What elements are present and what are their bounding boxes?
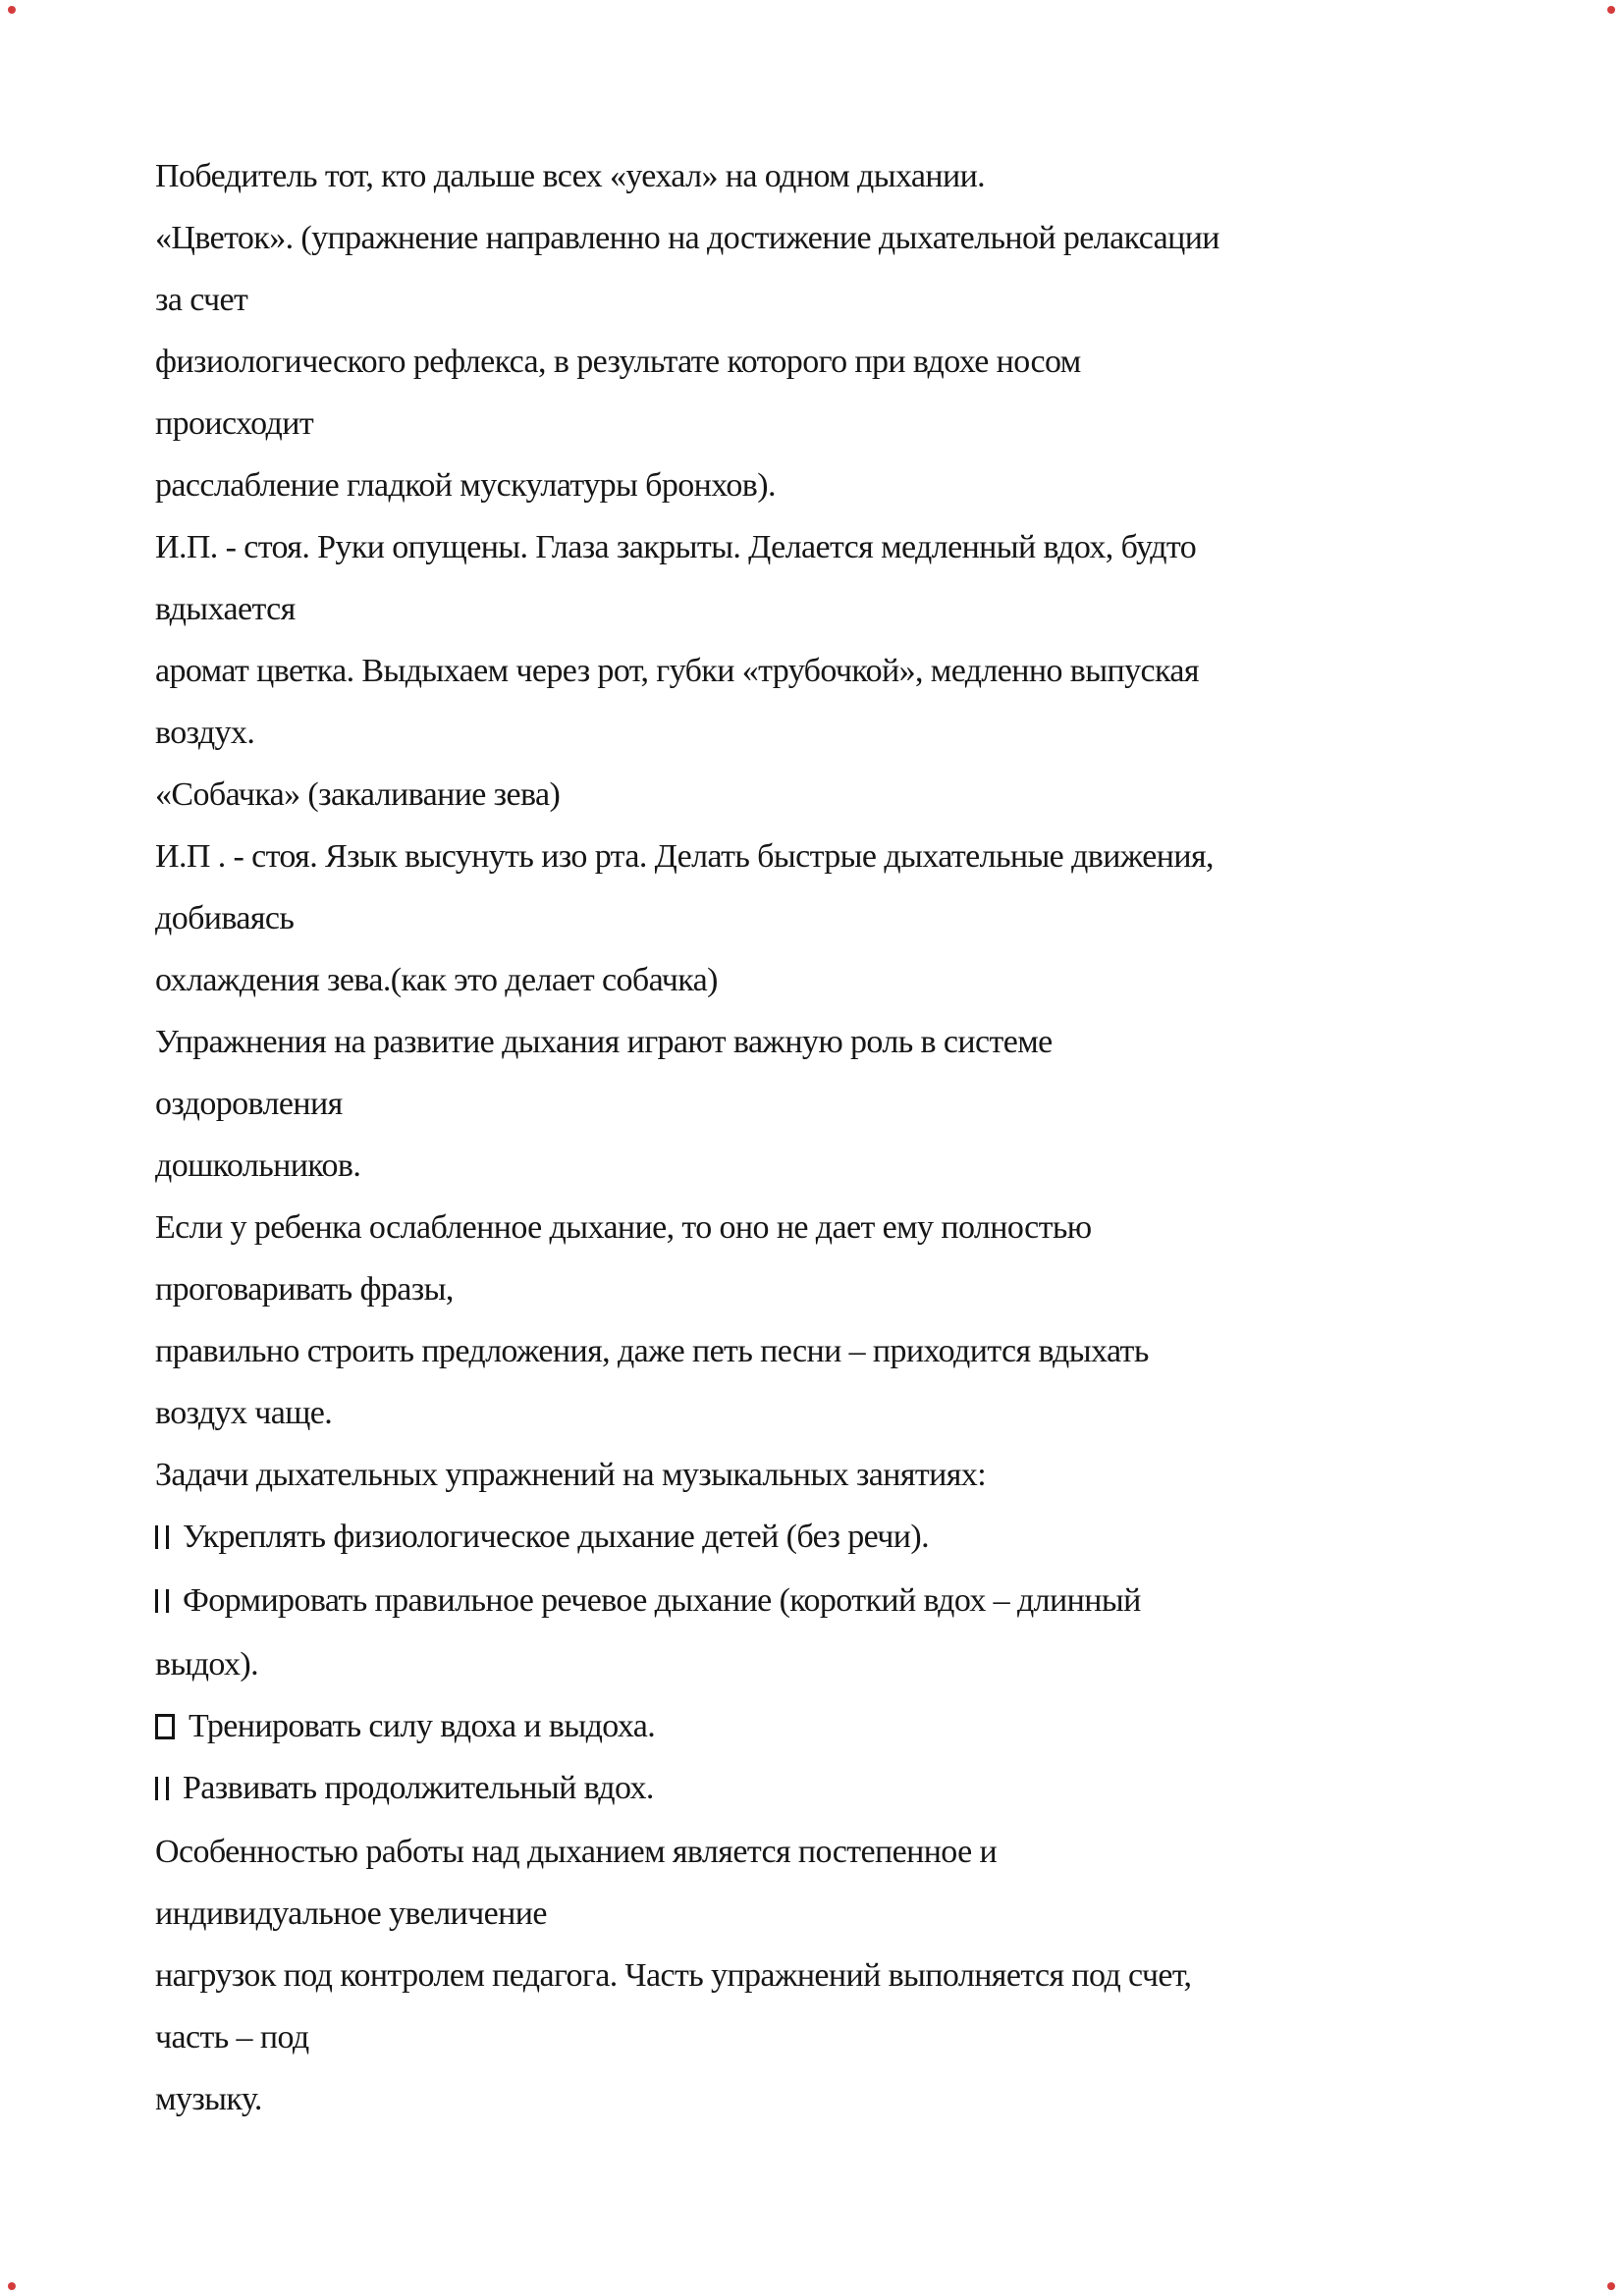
paragraph xyxy=(155,949,1471,1011)
corner-mark-icon xyxy=(1607,2282,1615,2290)
corner-mark-icon xyxy=(8,6,16,14)
text-line: расслабление гладкой мускулатуры бронхов). xyxy=(155,467,776,504)
text-line: индивидуальное увеличение xyxy=(155,1896,547,1932)
text-line: Задачи дыхательных упражнений на музыкальных занятиях: xyxy=(155,1457,987,1493)
paragraph xyxy=(155,1945,1471,2068)
text-line: Упражнения на развитие дыхания играют важную роль в системе xyxy=(155,1024,1053,1060)
text-line: Тренировать силу вдоха и выдоха. xyxy=(155,1695,1471,1757)
text-line: Формировать правильное речевое дыхание (короткий вдох – длинный xyxy=(155,1570,1471,1633)
corner-mark-icon xyxy=(8,2282,16,2290)
text-line: музыку. xyxy=(155,2081,262,2117)
text-line: за счет xyxy=(155,282,248,318)
text-line: Если у ребенка ослабленное дыхание, то оно не дает ему полностью xyxy=(155,1209,1092,1246)
text-line: И.П . - стоя. Язык высунуть изо рта. Делать быстрые дыхательные движения, xyxy=(155,838,1214,875)
text-line: воздух чаще. xyxy=(155,1395,333,1431)
text-line: дошкольников. xyxy=(155,1148,361,1184)
text-line: Победитель тот, кто дальше всех «уехал» на одном дыхании. xyxy=(155,158,986,194)
text-line: часть – под xyxy=(155,2019,309,2056)
paragraph xyxy=(155,1506,1471,1570)
text-line: происходит xyxy=(155,405,314,442)
double-bar-bullet-icon xyxy=(155,1759,169,1821)
text-line: физиологического рефлекса, в результате которого при вдохе носом xyxy=(155,344,1081,380)
paragraph xyxy=(155,1197,1471,1320)
double-bar-bullet-icon xyxy=(155,1572,169,1633)
paragraph xyxy=(155,331,1471,454)
text-line: добиваясь xyxy=(155,900,295,936)
paragraph xyxy=(155,1135,1471,1197)
text-line: выдох). xyxy=(155,1646,258,1682)
text-line: Развивать продолжительный вдох. xyxy=(155,1757,1471,1821)
paragraph xyxy=(155,516,1471,640)
paragraph xyxy=(155,1320,1471,1444)
paragraph xyxy=(155,1570,1471,1695)
paragraph xyxy=(155,1011,1471,1135)
text-line: И.П. - стоя. Руки опущены. Глаза закрыты. Делается медленный вдох, будто xyxy=(155,529,1197,565)
text-line: нагрузок под контролем педагога. Часть упражнений выполняется под счет, xyxy=(155,1957,1192,1994)
text-line: проговаривать фразы, xyxy=(155,1271,454,1308)
paragraph xyxy=(155,1695,1471,1757)
text-line: оздоровления xyxy=(155,1086,343,1122)
document-text-block xyxy=(155,145,1471,2130)
paragraph xyxy=(155,454,1471,516)
text-line: аромат цветка. Выдыхаем через рот, губки «трубочкой», медленно выпуская xyxy=(155,653,1199,689)
text-line: «Цветок». (упражнение направленно на достижение дыхательной релаксации xyxy=(155,220,1219,256)
double-bar-bullet-icon xyxy=(155,1508,169,1570)
square-bullet-icon xyxy=(155,1714,175,1739)
paragraph xyxy=(155,1444,1471,1506)
text-line: Особенностью работы над дыханием является постепенное и xyxy=(155,1834,998,1870)
corner-mark-icon xyxy=(1607,6,1615,14)
text-line: Укреплять физиологическое дыхание детей (без речи). xyxy=(155,1506,1471,1570)
text-line: правильно строить предложения, даже петь песни – приходится вдыхать xyxy=(155,1333,1149,1369)
paragraph xyxy=(155,1821,1471,1945)
text-line: воздух. xyxy=(155,715,255,751)
paragraph xyxy=(155,2068,1471,2130)
paragraph xyxy=(155,145,1471,207)
text-line: вдыхается xyxy=(155,591,296,627)
paragraph xyxy=(155,1757,1471,1821)
paragraph xyxy=(155,764,1471,826)
text-line: «Собачка» (закаливание зева) xyxy=(155,776,561,813)
paragraph xyxy=(155,826,1471,949)
text-line: охлаждения зева.(как это делает собачка) xyxy=(155,962,718,998)
paragraph xyxy=(155,207,1471,331)
paragraph xyxy=(155,640,1471,764)
